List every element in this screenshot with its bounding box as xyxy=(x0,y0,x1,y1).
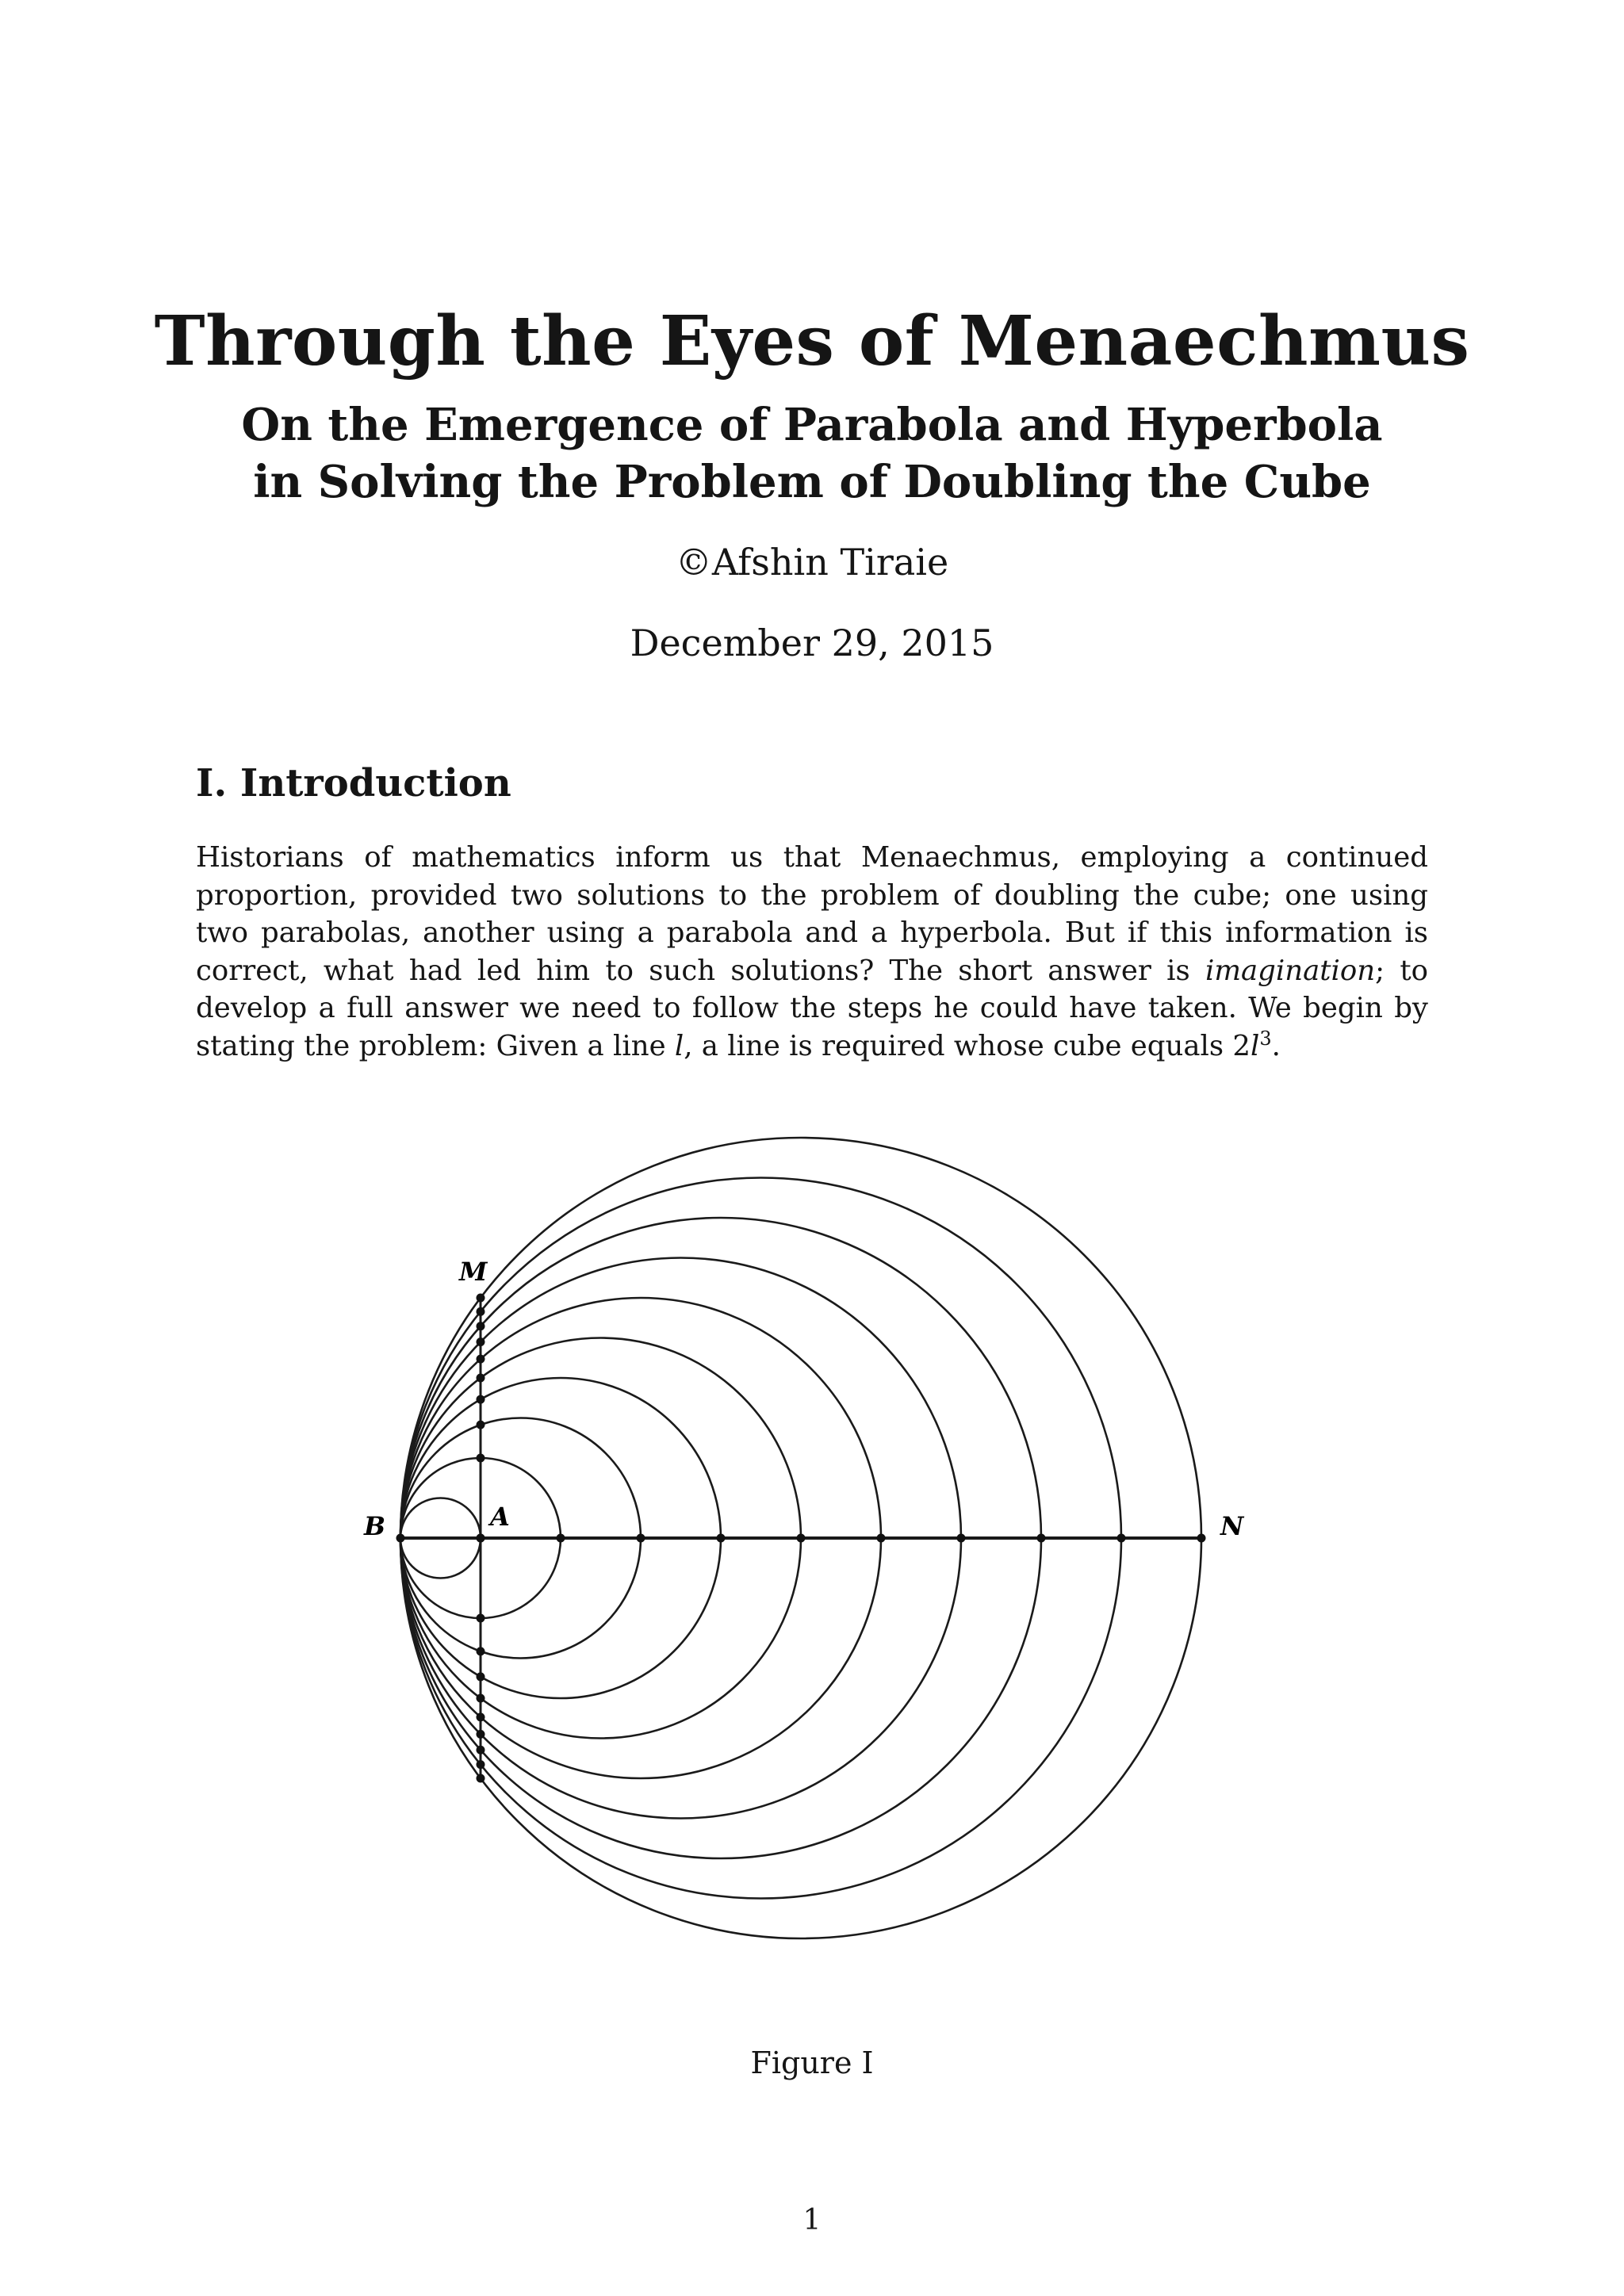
publication-date: December 29, 2015 xyxy=(630,622,994,664)
baseline-point-9 xyxy=(1117,1534,1126,1543)
lower-point-5 xyxy=(477,1694,485,1703)
baseline-point-3 xyxy=(637,1534,645,1543)
upper-point-7 xyxy=(477,1337,485,1346)
upper-point-2 xyxy=(477,1454,485,1463)
label-b: B xyxy=(364,1511,386,1541)
paragraph-text-1: Historians of mathematics inform us that Menaechmus, employing a continued proportion, provided two solutions to the problem of doubling the cube; one using two parabolas, another using a parabola and a hyperbola. But if this information is correct, what had led him to such solutions? The short answer is xyxy=(196,841,1428,987)
upper-point-9 xyxy=(477,1307,485,1316)
baseline-point-5 xyxy=(797,1534,806,1543)
math-variable-l-cubed-base: l xyxy=(1250,1029,1260,1062)
upper-point-3 xyxy=(477,1421,485,1429)
baseline-point-7 xyxy=(957,1534,966,1543)
figure-caption: Figure I xyxy=(750,2045,874,2080)
figure-i-diagram xyxy=(0,1110,1624,2022)
section-heading-introduction: I. Introduction xyxy=(196,761,511,806)
lower-point-3 xyxy=(477,1647,485,1655)
emphasis-imagination: imagination xyxy=(1205,954,1376,987)
label-a: A xyxy=(490,1502,510,1532)
baseline-point-6 xyxy=(877,1534,886,1543)
baseline-point-10 xyxy=(1197,1534,1206,1543)
math-exponent: 3 xyxy=(1259,1027,1272,1050)
point-b xyxy=(396,1534,405,1543)
baseline-point-2 xyxy=(557,1534,565,1543)
document-subtitle: On the Emergence of Parabola and Hyperbola in Solving the Problem of Doubling the Cube xyxy=(241,399,1383,508)
lower-point-10 xyxy=(477,1774,485,1783)
baseline-point-4 xyxy=(717,1534,726,1543)
upper-point-8 xyxy=(477,1322,485,1330)
page-number: 1 xyxy=(802,2204,822,2237)
lower-point-2 xyxy=(477,1614,485,1623)
label-m: M xyxy=(459,1257,488,1287)
upper-point-4 xyxy=(477,1395,485,1404)
lower-point-8 xyxy=(477,1746,485,1755)
math-variable-l: l xyxy=(674,1029,684,1062)
author-line: ©Afshin Tiraie xyxy=(675,541,949,584)
point-a xyxy=(477,1534,485,1543)
label-n: N xyxy=(1220,1511,1244,1541)
upper-point-10 xyxy=(477,1294,485,1303)
upper-point-6 xyxy=(477,1355,485,1364)
upper-point-5 xyxy=(477,1374,485,1383)
introduction-paragraph xyxy=(196,839,1428,1065)
document-title: Through the Eyes of Menaechmus xyxy=(154,301,1470,381)
paragraph-text-3: , a line is required whose cube equals 2 xyxy=(684,1029,1251,1062)
paragraph-text-2: ; to develop a full answer we need to follow the steps he could have taken. We begin by stating the problem: Given a line xyxy=(196,954,1428,1062)
paragraph-text-4: . xyxy=(1271,1029,1281,1062)
lower-point-6 xyxy=(477,1712,485,1721)
lower-point-9 xyxy=(477,1760,485,1769)
lower-point-4 xyxy=(477,1672,485,1681)
baseline-point-8 xyxy=(1037,1534,1046,1543)
lower-point-7 xyxy=(477,1730,485,1739)
